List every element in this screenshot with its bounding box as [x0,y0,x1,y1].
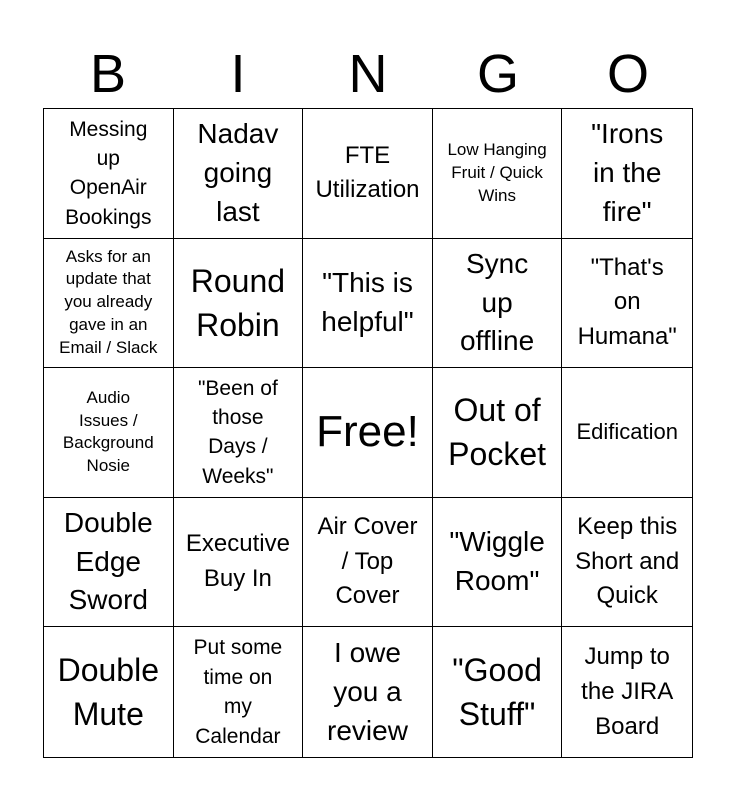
bingo-cell-r3-c5[interactable]: Edification [562,368,692,498]
bingo-cell-r4-c4[interactable]: "Wiggle Room" [433,498,563,628]
header-letter-o: O [606,44,649,104]
bingo-cell-r1-c3[interactable]: FTE Utilization [303,109,433,239]
bingo-cell-r4-c2[interactable]: Executive Buy In [174,498,304,628]
bingo-cell-r2-c5[interactable]: "That's on Humana" [562,239,692,369]
bingo-cell-r2-c4[interactable]: Sync up offline [433,239,563,369]
bingo-cell-r1-c4[interactable]: Low Hanging Fruit / Quick Wins [433,109,563,239]
bingo-header [43,40,693,108]
bingo-cell-r3-c2[interactable]: "Been of those Days / Weeks" [174,368,304,498]
bingo-cell-r1-c5[interactable]: "Irons in the fire" [562,109,692,239]
bingo-cell-r2-c3[interactable]: "This is helpful" [303,239,433,369]
bingo-cell-r1-c1[interactable]: Messing up OpenAir Bookings [44,109,174,239]
bingo-cell-r4-c3[interactable]: Air Cover / Top Cover [303,498,433,628]
bingo-cell-free[interactable]: Free! [303,368,433,498]
bingo-cell-r5-c4[interactable]: "Good Stuff" [433,627,563,757]
bingo-cell-r5-c5[interactable]: Jump to the JIRA Board [581,643,674,740]
header-letter-i: I [230,44,246,104]
bingo-cell-r1-c2[interactable]: Nadav going last [174,109,304,239]
bingo-cell-r4-c5[interactable]: Keep this Short and Quick [562,498,692,628]
bingo-board [43,108,693,758]
header-letter-b: B [89,44,127,104]
bingo-cell-r5-c1[interactable]: Double Mute [44,627,174,757]
bingo-cell-r3-c1[interactable]: Audio Issues / Background Nosie [44,368,174,498]
header-letter-g: G [476,44,519,104]
bingo-cell-r4-c1[interactable]: Double Edge Sword [44,498,174,628]
bingo-cell-r2-c2[interactable]: Round Robin [174,239,304,369]
header-letter-n: N [348,44,388,104]
bingo-cell-r3-c4[interactable]: Out of Pocket [433,368,563,498]
bingo-cell-r2-c1[interactable]: Asks for an update that you already gave in an Email / Slack [44,239,174,369]
bingo-cell-r5-c3[interactable]: I owe you a review [303,627,433,757]
bingo-cell-r5-c2[interactable]: Put some time on my Calendar [174,627,304,757]
